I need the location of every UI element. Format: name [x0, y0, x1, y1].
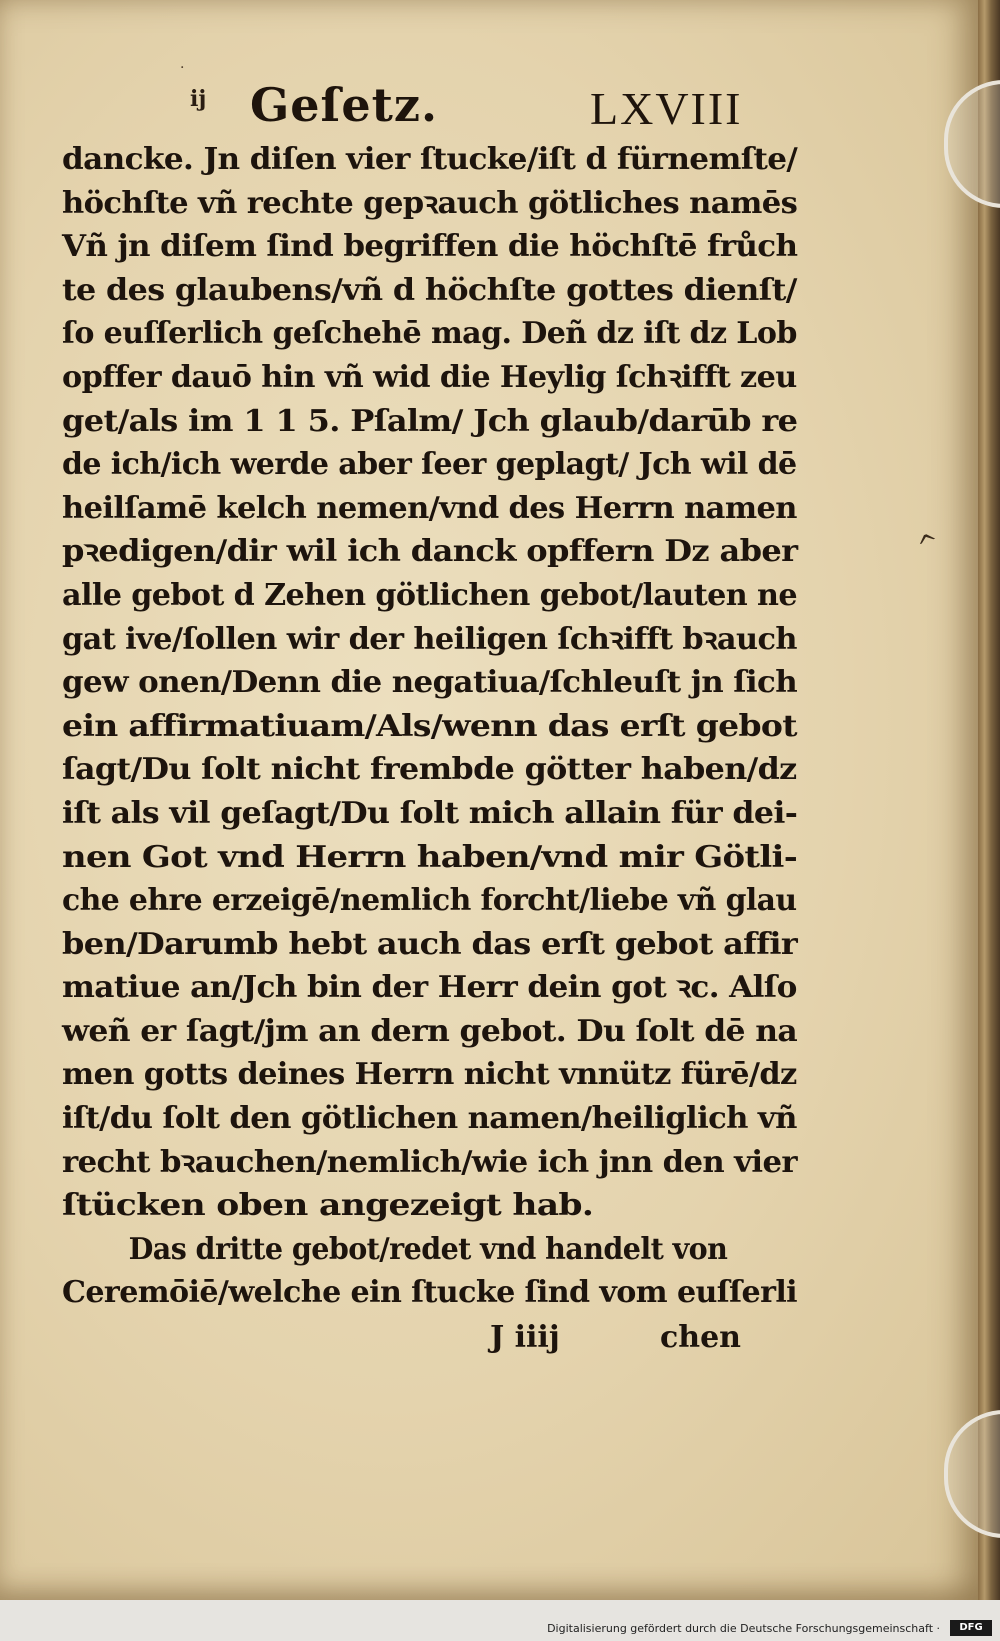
text-line: ſo euſſerlich geſchehē mag. Deñ dz iſt dz Lob	[62, 316, 797, 352]
margin-speck: ·	[180, 60, 185, 76]
text-line: te des glaubens/vñ d höchſte gottes dienſt/	[62, 272, 797, 308]
header-mark: ij	[190, 86, 207, 112]
catchword: chen	[660, 1320, 741, 1355]
text-line: höchſte vñ rechte gepꝛauch götliches namēs	[62, 185, 798, 221]
text-line: recht bꝛauchen/nemlich/wie ich jnn den vier	[62, 1144, 797, 1180]
footer-bar	[0, 1600, 1000, 1641]
text-line: de ich/ich werde aber ſeer geplagt/ Jch wil dē	[62, 447, 797, 483]
text-line: che ehre erzeigē/nemlich forcht/liebe vñ glau	[62, 883, 797, 919]
text-line: dancke. Jn diſen vier ſtucke/iſt d fürnemſte/	[62, 142, 798, 177]
text-line: opffer dauō hin vñ wid die Heylig ſchꝛifft zeu	[62, 359, 797, 395]
folio-number: LXVIII	[590, 83, 743, 134]
text-line: nen Got vnd Herrn haben/vnd mir Götli-	[62, 839, 798, 875]
text-line: ſtücken oben angezeigt hab.	[62, 1188, 594, 1224]
paragraph-start-line: Das dritte gebot/redet vnd handelt von	[128, 1231, 728, 1267]
text-line: ein affirmatiuam/Als/wenn das erſt gebot	[62, 708, 797, 744]
text-line: heilſamē kelch nemen/vnd des Herrn namen	[62, 490, 797, 526]
text-line: weñ er ſagt/jm an dern gebot. Du ſolt dē na	[62, 1013, 798, 1049]
body-text	[62, 138, 802, 1315]
book-edge	[978, 0, 1000, 1600]
text-line: Ceremōiē/welche ein ſtucke ſind vom euſſerli	[62, 1275, 798, 1311]
running-title: Geſetz.	[250, 78, 438, 132]
margin-note: ^	[913, 527, 945, 563]
text-line: matiue an/Jch bin der Herr dein got ꝛc. Alſo	[62, 970, 797, 1006]
text-line: ſagt/Du ſolt nicht frembde götter haben/dz	[62, 752, 797, 788]
text-line: iſt als vil geſagt/Du ſolt mich allain für dei-	[62, 795, 798, 831]
text-line: pꝛedigen/dir wil ich danck opffern Dz aber	[62, 534, 798, 570]
text-line: Vñ jn diſem ſind begriffen die höchſtē frůch	[62, 229, 798, 265]
text-line: men gotts deines Herrn nicht vnnütz fürē/dz	[62, 1057, 797, 1093]
page-header	[190, 78, 790, 138]
text-line: gew onen/Denn die negatiua/ſchleuſt jn ſich	[62, 665, 798, 701]
signature-mark: J iiij	[490, 1320, 560, 1355]
text-line: iſt/du ſolt den götlichen namen/heiliglich vñ	[62, 1101, 797, 1137]
text-line: get/als im 1 1 5. Pſalm/ Jch glaub/darūb re	[62, 403, 798, 439]
dfg-logo: DFG	[950, 1620, 992, 1636]
text-line: ben/Darumb hebt auch das erſt gebot affir	[62, 926, 798, 962]
text-line: gat ive/ſollen wir der heiligen ſchꝛifft bꝛauch	[62, 621, 797, 657]
text-line: alle gebot d Zehen götlichen gebot/lauten ne	[62, 577, 797, 613]
funding-credit: Digitalisierung gefördert durch die Deutsche Forschungsgemeinschaft ·	[547, 1622, 940, 1635]
page-footer-marks	[490, 1320, 790, 1370]
